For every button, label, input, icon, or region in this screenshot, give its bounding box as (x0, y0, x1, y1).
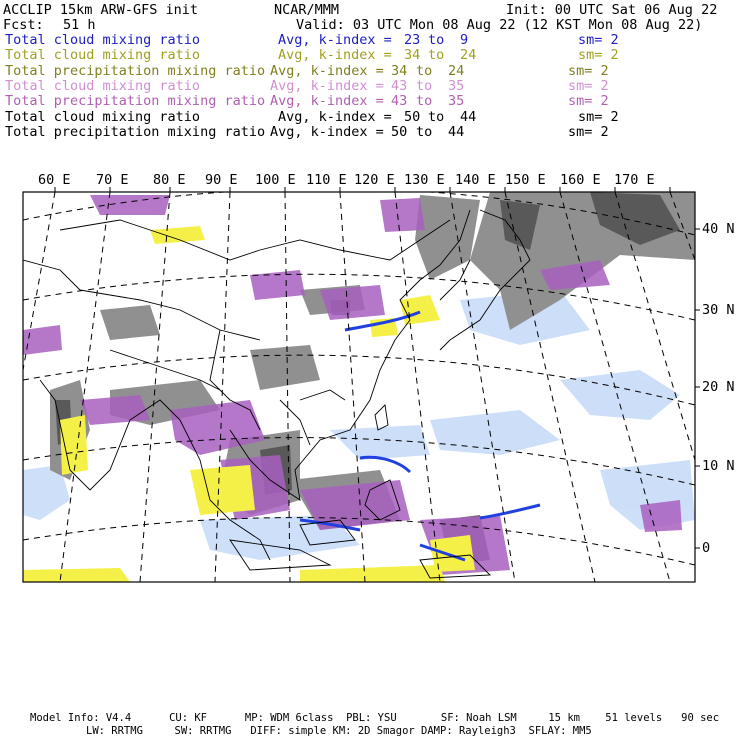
field-name: Total cloud mixing ratio (5, 77, 201, 94)
forecast-hours: 51 h (63, 17, 96, 33)
lon-label: 70 E (96, 172, 129, 188)
field-to: to (428, 47, 445, 64)
field-k1: 50 (404, 108, 421, 125)
field-k2: 24 (448, 62, 465, 79)
lon-label: 90 E (205, 172, 238, 188)
field-name: Total cloud mixing ratio (5, 47, 201, 64)
field-k1: 34 (404, 47, 421, 64)
field-k1: 23 (404, 32, 421, 48)
field-name: Total precipitation mixing ratio (5, 62, 266, 79)
lon-label: 60 E (38, 172, 71, 188)
field-avg: Avg, k-index = (278, 32, 392, 48)
lon-label: 100 E (255, 172, 296, 188)
field-sm: sm= 2 (568, 93, 609, 110)
init-time: Init: 00 UTC Sat 06 Aug 22 (506, 2, 718, 18)
field-avg: Avg, k-index = (270, 93, 384, 110)
field-k2: 9 (460, 32, 469, 48)
lon-label: 120 E (354, 172, 395, 188)
field-k2: 24 (460, 47, 477, 64)
lat-label: 40 N (702, 221, 735, 237)
field-to: to (416, 93, 433, 110)
model-title: ACCLIP 15km ARW-GFS init (3, 2, 199, 18)
field-name: Total cloud mixing ratio (5, 32, 201, 48)
field-sm: sm= 2 (568, 62, 609, 79)
field-avg: Avg, k-index = (270, 123, 384, 140)
lon-label: 150 E (505, 172, 546, 188)
forecast-label: Fcst: (3, 17, 44, 33)
lat-label: 0 (702, 540, 711, 556)
field-k2: 35 (448, 77, 465, 94)
field-k2: 44 (460, 108, 477, 125)
field-to: to (428, 32, 445, 48)
lon-label: 130 E (404, 172, 445, 188)
field-sm: sm= 2 (578, 47, 619, 64)
field-k2: 44 (448, 123, 465, 140)
field-to: to (416, 77, 433, 94)
field-avg: Avg, k-index = (278, 47, 392, 64)
field-to: to (416, 123, 433, 140)
lon-label: 110 E (306, 172, 347, 188)
field-name: Total cloud mixing ratio (5, 108, 201, 125)
field-sm: sm= 2 (578, 108, 619, 125)
field-k2: 35 (448, 93, 465, 110)
model-info-line2: LW: RRTMG SW: RRTMG DIFF: simple KM: 2D Smagor DAMP: Rayleigh3 SFLAY: MM5 (86, 725, 592, 737)
lat-label: 30 N (702, 302, 735, 318)
field-avg: Avg, k-index = (270, 62, 384, 79)
field-avg: Avg, k-index = (278, 108, 392, 125)
field-sm: sm= 2 (578, 32, 619, 48)
lon-label: 160 E (560, 172, 601, 188)
field-k1: 34 (391, 62, 408, 79)
lon-label: 140 E (455, 172, 496, 188)
field-k1: 43 (391, 93, 408, 110)
field-k1: 43 (391, 77, 408, 94)
lat-label: 10 N (702, 458, 735, 474)
field-k1: 50 (391, 123, 408, 140)
field-name: Total precipitation mixing ratio (5, 93, 266, 110)
field-to: to (428, 108, 445, 125)
field-name: Total precipitation mixing ratio (5, 123, 266, 140)
field-to: to (416, 62, 433, 79)
lon-label: 80 E (153, 172, 186, 188)
field-sm: sm= 2 (568, 77, 609, 94)
field-sm: sm= 2 (568, 123, 609, 140)
lon-label: 170 E (614, 172, 655, 188)
model-info-line1: Model Info: V4.4 CU: KF MP: WDM 6class PBL: YSU SF: Noah LSM 15 km 51 levels 90 sec (30, 712, 720, 724)
field-avg: Avg, k-index = (270, 77, 384, 94)
lat-label: 20 N (702, 379, 735, 395)
center-label: NCAR/MMM (274, 2, 340, 18)
valid-time: Valid: 03 UTC Mon 08 Aug 22 (12 KST Mon 08 Aug 22) (296, 17, 703, 33)
